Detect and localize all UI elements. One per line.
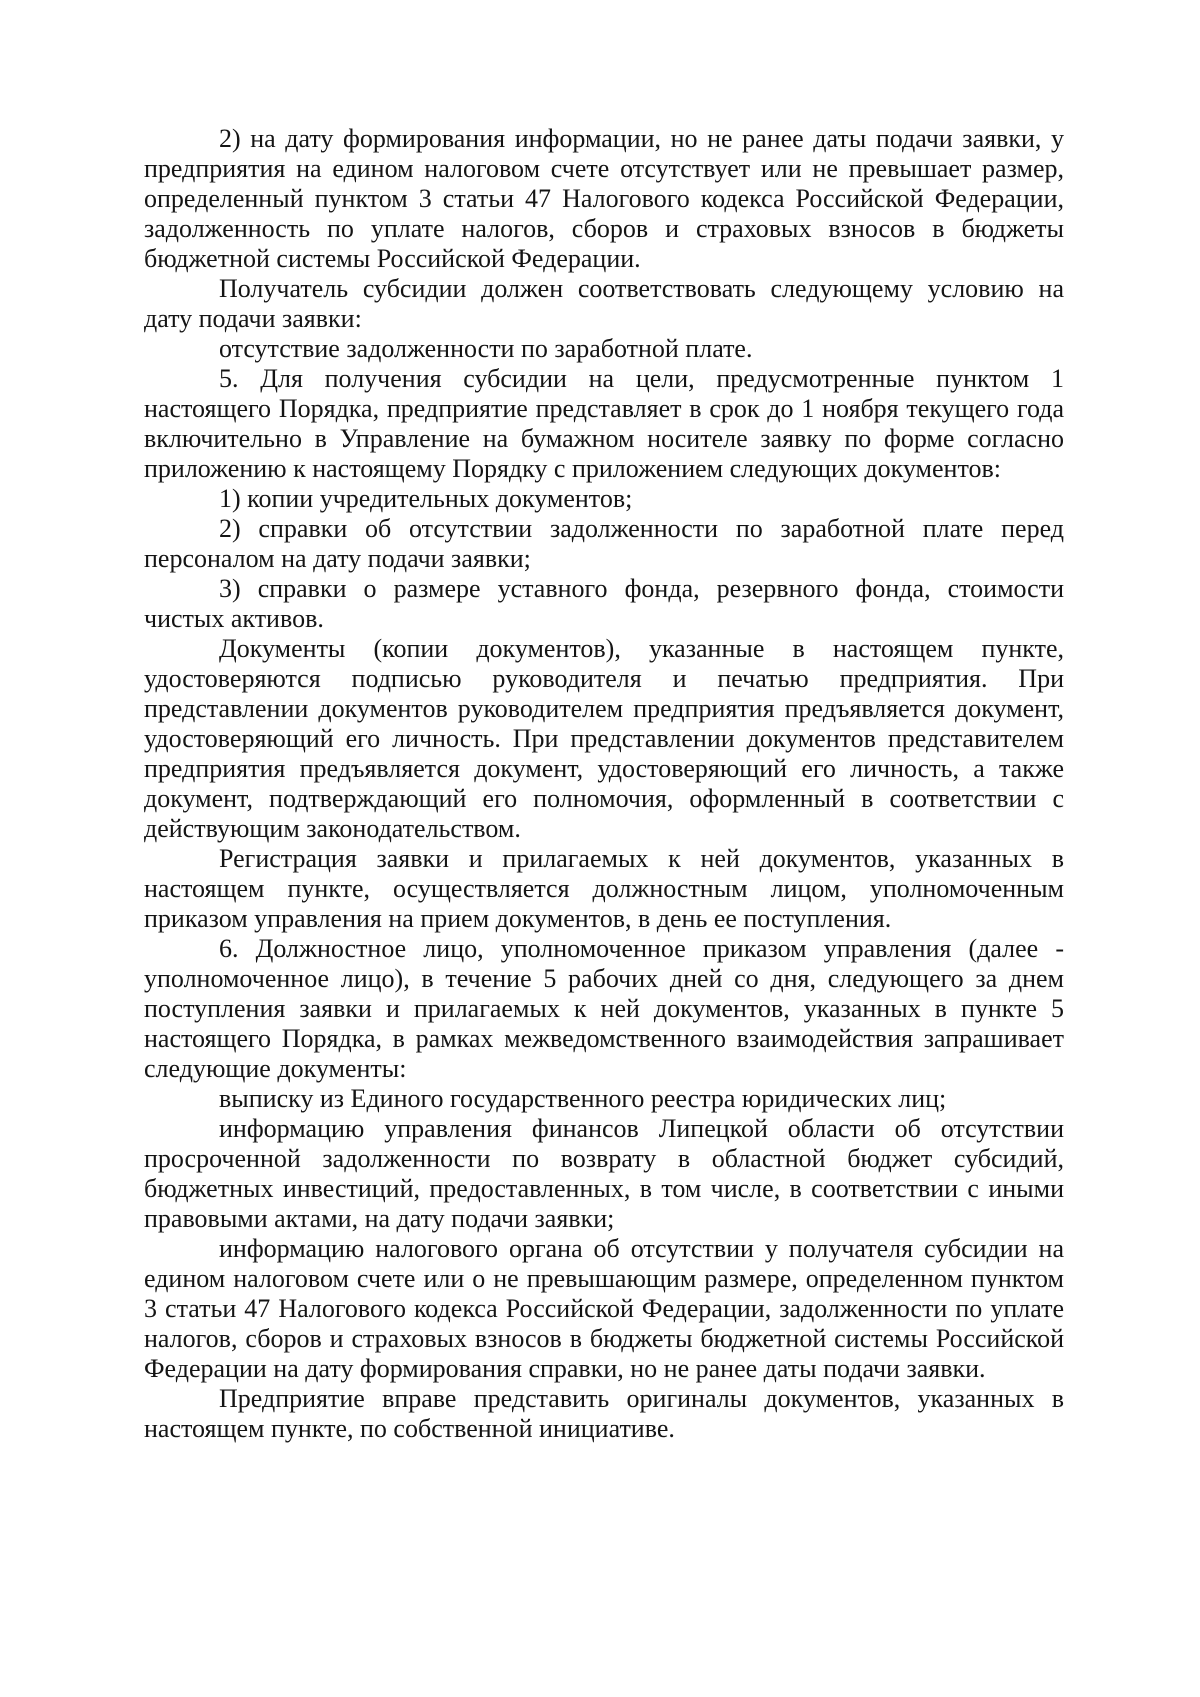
- paragraph-recipient-condition: Получатель субсидии должен соответствовать следующему условию на дату подачи заявки:: [144, 274, 1064, 333]
- document-body: [144, 124, 1064, 1444]
- list-item-founding-documents: 1) копии учредительных документов;: [219, 484, 633, 513]
- paragraph-item-6: 6. Должностное лицо, уполномоченное приказом управления (далее - уполномоченное лицо), в течение 5 рабочих дней со дня, следующего за днем поступления заявки и прилагаемых к ней документов, указанных в пункте 5 настоящего Порядка, в рамках межведомственного взаимодействия запрашивает следующие документы:: [144, 934, 1064, 1083]
- list-item-fund-certificate: 3) справки о размере уставного фонда, резервного фонда, стоимости чистых активов.: [144, 574, 1064, 633]
- list-item-wage-debt-certificate: 2) справки об отсутствии задолженности по заработной плате перед персоналом на дату подачи заявки;: [144, 514, 1064, 573]
- list-item-registry-extract: выписку из Единого государственного реестра юридических лиц;: [219, 1084, 947, 1113]
- paragraph-registration: Регистрация заявки и прилагаемых к ней документов, указанных в настоящем пункте, осуществляется должностным лицом, уполномоченным приказом управления на прием документов, в день ее поступления.: [144, 844, 1064, 933]
- paragraph-item-5: 5. Для получения субсидии на цели, предусмотренные пунктом 1 настоящего Порядка, предприятие представляет в срок до 1 ноября текущего года включительно в Управление на бумажном носителе заявку по форме согласно приложению к настоящему Порядку с приложением следующих документов:: [144, 364, 1064, 483]
- paragraph-originals-initiative: Предприятие вправе представить оригиналы документов, указанных в настоящем пункте, по собственной инициативе.: [144, 1384, 1064, 1443]
- paragraph-document-certification: Документы (копии документов), указанные в настоящем пункте, удостоверяются подписью руководителя и печатью предприятия. При представлении документов руководителем предприятия предъявляется документ, удостоверяющий его личность. При представлении документов представителем предприятия предъявляется документ, удостоверяющий его личность, а также документ, подтверждающий его полномочия, оформленный в соответствии с действующим законодательством.: [144, 634, 1064, 843]
- paragraph-no-wage-debt: отсутствие задолженности по заработной плате.: [219, 334, 753, 363]
- paragraph-subitem-2-tax-debt: 2) на дату формирования информации, но не ранее даты подачи заявки, у предприятия на едином налоговом счете отсутствует или не превышает размер, определенный пунктом 3 статьи 47 Налогового кодекса Российской Федерации, задолженность по уплате налогов, сборов и страховых взносов в бюджеты бюджетной системы Российской Федерации.: [144, 124, 1064, 273]
- list-item-tax-info: информацию налогового органа об отсутствии у получателя субсидии на едином налоговом счете или о не превышающим размере, определенном пунктом 3 статьи 47 Налогового кодекса Российской Федерации, задолженности по уплате налогов, сборов и страховых взносов в бюджеты бюджетной системы Российской Федерации на дату формирования справки, но не ранее даты подачи заявки.: [144, 1234, 1064, 1383]
- list-item-finance-info: информацию управления финансов Липецкой области об отсутствии просроченной задолженности по возврату в областной бюджет субсидий, бюджетных инвестиций, предоставленных, в том числе, в соответствии с иными правовыми актами, на дату подачи заявки;: [144, 1114, 1064, 1233]
